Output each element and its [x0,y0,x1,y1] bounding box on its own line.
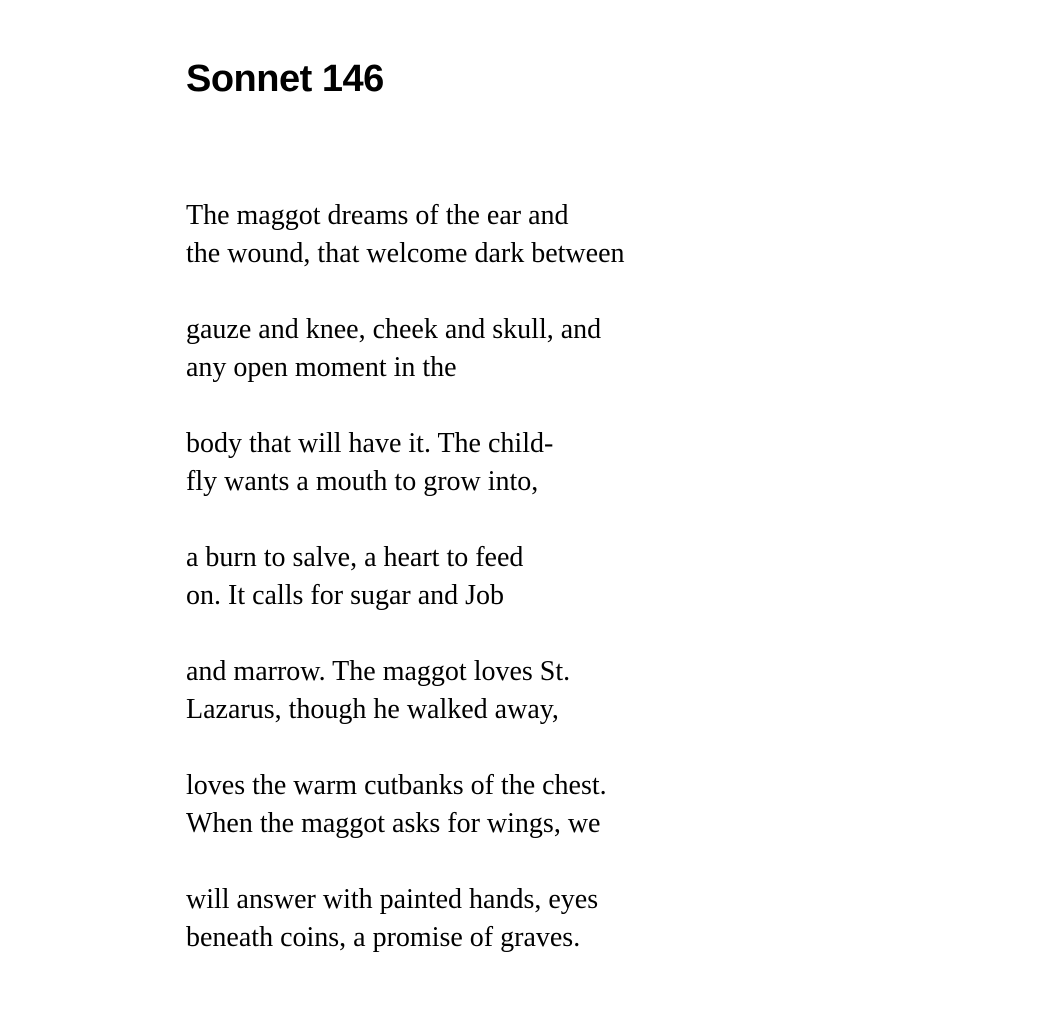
stanza [186,197,625,273]
stanza [186,653,625,729]
poem-line: and marrow. The maggot loves St. [186,656,571,687]
stanza [186,425,625,501]
poem-line: gauze and knee, cheek and skull, and [186,314,602,345]
poem-line: fly wants a mouth to grow into, [186,466,539,497]
stanza [186,767,625,843]
poem-line: loves the warm cutbanks of the chest. [186,770,607,801]
poem-line: When the maggot asks for wings, we [186,808,601,839]
poem-line: the wound, that welcome dark between [186,238,625,269]
stanza [186,539,625,615]
stanza [186,311,625,387]
poem-line: a burn to salve, a heart to feed [186,542,524,573]
poem-line: any open moment in the [186,352,457,383]
poem-line: body that will have it. The child- [186,428,554,459]
poem-line: beneath coins, a promise of graves. [186,922,581,953]
poem-body [186,197,625,995]
stanza [186,881,625,957]
poem-line: Lazarus, though he walked away, [186,694,559,725]
poem-line: on. It calls for sugar and Job [186,580,505,611]
poem-line: will answer with painted hands, eyes [186,884,599,915]
poem-line: The maggot dreams of the ear and [186,200,569,231]
poem-title: Sonnet 146 [186,58,384,100]
